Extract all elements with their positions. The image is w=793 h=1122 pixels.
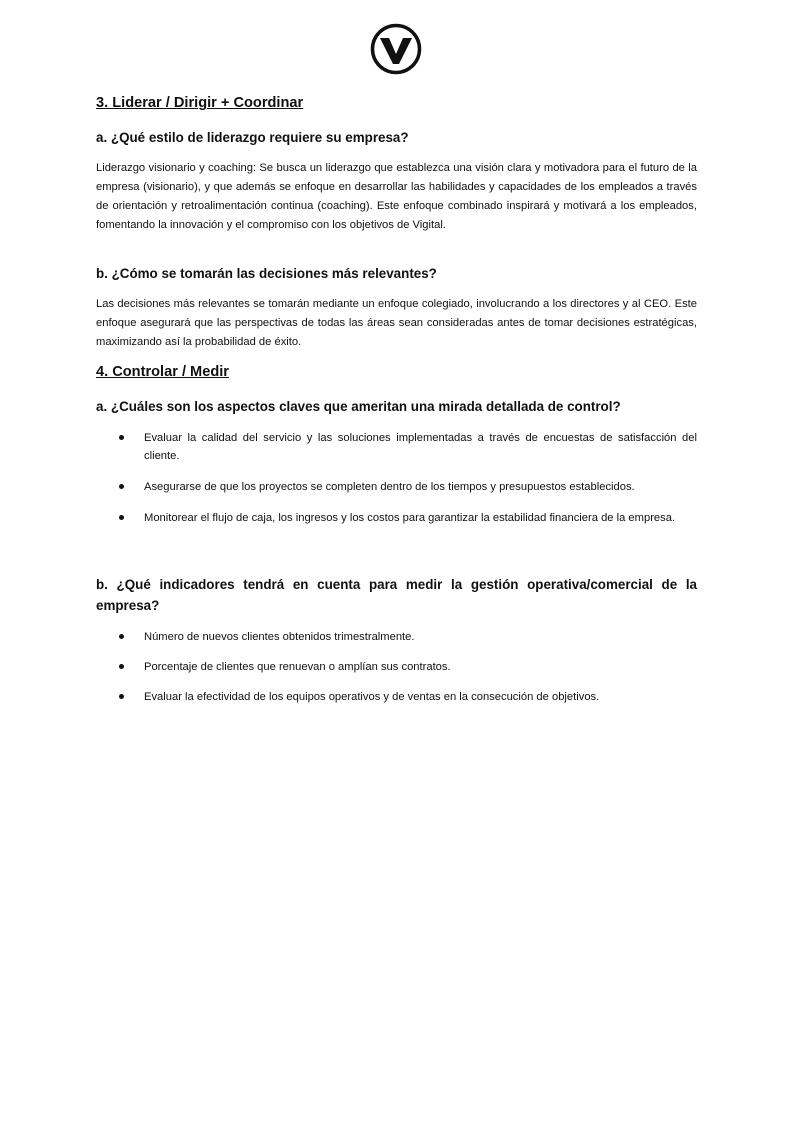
section-4-question-b: b. ¿Qué indicadores tendrá en cuenta para medir la gestión operativa/comercial de la empresa? [96,577,697,613]
list-item-text: Evaluar la efectividad de los equipos operativos y de ventas en la consecución de objetivos. [144,691,600,703]
list-item-text: Número de nuevos clientes obtenidos trimestralmente. [144,631,415,643]
v-circle-logo-icon [370,23,422,75]
list-item-text: Porcentaje de clientes que renuevan o amplían sus contratos. [144,661,451,673]
list-item-text: Evaluar la calidad del servicio y las soluciones implementadas a través de encuestas de satisfacción del cliente. [144,432,697,462]
bullet-icon [119,515,124,520]
section-3-question-b: b. ¿Cómo se tomarán las decisiones más relevantes? [96,266,437,281]
section-4-question-a: a. ¿Cuáles son los aspectos claves que ameritan una mirada detallada de control? [96,399,621,414]
list-item-text: Asegurarse de que los proyectos se completen dentro de los tiempos y presupuestos establecidos. [144,481,635,493]
section-4-list-a [96,429,697,527]
list-item [96,658,697,676]
bullet-icon [119,694,124,699]
list-item [96,429,697,465]
list-item [96,688,697,706]
bullet-icon [119,634,124,639]
section-4-heading: 4. Controlar / Medir [96,364,229,380]
list-item-text: Monitorear el flujo de caja, los ingresos y los costos para garantizar la estabilidad financiera de la empresa. [144,512,676,524]
bullet-icon [119,435,124,440]
bullet-icon [119,664,124,669]
list-item [96,478,697,496]
list-item [96,509,697,527]
list-item [96,628,697,646]
section-3-answer-b: Las decisiones más relevantes se tomarán mediante un enfoque colegiado, involucrando a los directores y al CEO. Este enfoque asegurará que las perspectivas de todas las áreas sean consideradas antes de tomar decisiones estratégicas, maximizando así la probabilidad de éxito. [96,298,697,348]
section-3-question-a: a. ¿Qué estilo de liderazgo requiere su empresa? [96,130,409,145]
section-3-answer-a: Liderazgo visionario y coaching: Se busca un liderazgo que establezca una visión clara y motivadora para el futuro de la empresa (visionario), y que además se enfoque en desarrollar las habilidades y capacidades de los empleados a través de orientación y retroalimentación continua (coaching). Este enfoque combinado inspirará y motivará a los empleados, fomentando la innovación y el compromiso con los objetivos de Vigital. [96,162,697,231]
bullet-icon [119,484,124,489]
section-4-list-b [96,628,697,706]
section-3-heading: 3. Liderar / Dirigir + Coordinar [96,95,304,111]
